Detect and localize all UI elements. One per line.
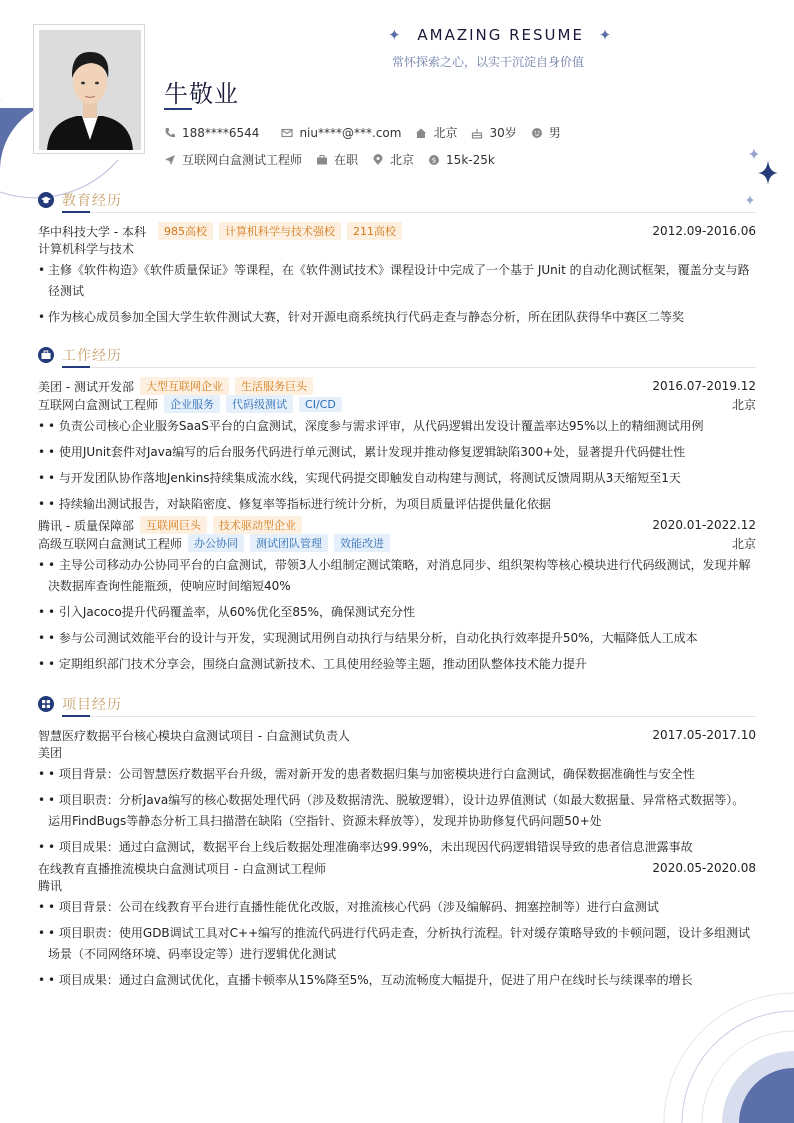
job-city: 北京	[731, 397, 756, 412]
target-city-item	[372, 151, 414, 168]
work-section	[38, 345, 756, 680]
list-item: • • 定期组织部门技术分享会，围绕白盒测试新技术、工具使用经验等主题，推动团队整体技术能力提升	[38, 654, 756, 675]
list-item: • • 项目背景：公司在线教育平台进行直播性能优化改版，对推流核心代码（涉及编解码、拥塞控制等）进行白盒测试	[38, 897, 756, 918]
position-name: 高级互联网白盒测试工程师	[38, 536, 183, 551]
resume-title	[388, 26, 613, 44]
list-item: • • 项目职责：分析Java编写的核心数据处理代码（涉及数据清洗、脱敏逻辑），设计边界值测试（如最大数据量、异常格式数据等）。运用FindBugs等静态分析工具扫描潜在缺陷（空指针、资源未释放等），发现并协助修复代码问题50+处	[38, 790, 756, 832]
list-item: • • 负责公司核心企业服务SaaS平台的白盒测试，深度参与需求评审，从代码逻辑出发设计覆盖率达95%以上的精细测试用例	[38, 416, 756, 437]
contact-row	[164, 124, 561, 141]
list-item: • 作为核心成员参加全国大学生软件测试大赛，针对开源电商系统执行代码走查与静态分析，所在团队获得华中赛区二等奖	[38, 307, 756, 328]
project-name: 在线教育直播推流模块白盒测试项目 - 白盒测试工程师	[38, 861, 326, 876]
candidate-name: 牛敬业	[164, 80, 239, 108]
age-item	[471, 124, 516, 141]
section-divider	[62, 212, 756, 213]
section-divider	[62, 716, 756, 717]
resume-slogan: 常怀探索之心，以实干沉淀自身价值	[392, 55, 585, 69]
gender-icon	[531, 127, 543, 139]
job-city: 北京	[731, 536, 756, 551]
projects-section	[38, 694, 756, 996]
phone-icon	[164, 127, 176, 139]
company-tag: 生活服务巨头	[235, 377, 313, 395]
list-item: • • 项目背景：公司智慧医疗数据平台升级，需对新开发的患者数据归集与加密模块进行白盒测试，确保数据准确性与安全性	[38, 764, 756, 785]
major: 计算机科学与技术	[38, 242, 135, 256]
education-date: 2012.09-2016.06	[652, 224, 756, 238]
section-divider-accent	[62, 366, 90, 368]
home-icon	[415, 127, 427, 139]
city-item	[415, 124, 457, 141]
project-date: 2017.05-2017.10	[652, 728, 756, 742]
resume-header	[0, 0, 794, 190]
section-header	[38, 345, 756, 371]
list-item: • • 持续输出测试报告，对缺陷密度、修复率等指标进行统计分析，为项目质量评估提供量化依据	[38, 494, 756, 515]
svg-text:$: $	[431, 156, 437, 165]
job-header-row	[38, 377, 756, 395]
project-company: 腾讯	[38, 879, 63, 893]
company-tag: 技术驱动型企业	[213, 516, 302, 534]
project-date: 2020.05-2020.08	[652, 861, 756, 875]
list-item: • • 引入Jacoco提升代码覆盖率，从60%优化至85%，确保测试充分性	[38, 602, 756, 623]
position-row	[38, 395, 756, 413]
section-title: 工作经历	[62, 348, 122, 364]
email-text: niu****@***.com	[299, 125, 402, 140]
job-entry	[38, 377, 756, 515]
school-tag: 211高校	[347, 222, 402, 240]
position-tag: 办公协同	[188, 534, 244, 552]
position-tag: 测试团队管理	[250, 534, 328, 552]
status-text: 在职	[334, 153, 359, 167]
company-tag: 大型互联网企业	[140, 377, 229, 395]
project-entry	[38, 726, 756, 858]
sparkle-icon: ✦	[598, 26, 614, 44]
position-tag: 效能改进	[334, 534, 390, 552]
section-title: 教育经历	[62, 193, 122, 209]
city-text: 北京	[433, 126, 458, 140]
email-item	[281, 126, 401, 140]
phone-item	[164, 126, 259, 140]
phone-text: 188****6544	[182, 125, 260, 140]
resume-title-text: AMAZING RESUME	[417, 26, 584, 44]
send-icon	[164, 154, 176, 166]
list-item: • • 与开发团队协作落地Jenkins持续集成流水线，实现代码提交即触发自动构建与测试，将测试反馈周期从3天缩短至1天	[38, 468, 756, 489]
section-divider	[62, 367, 756, 368]
project-header-row	[38, 859, 756, 877]
list-item: • • 项目成果：通过白盒测试，数据平台上线后数据处理准确率达99.99%，未出现因代码逻辑错误导致的患者信息泄露事故	[38, 837, 756, 858]
bottom-right-circles-decoration	[660, 990, 794, 1123]
grid-icon	[38, 696, 54, 712]
money-icon	[428, 154, 440, 166]
list-item: • • 项目职责：使用GDB调试工具对C++编写的推流代码进行代码走查，分析执行流程。针对缓存策略导致的卡顿问题，设计多组测试场景（不同网络环境、码率设定等）进行逻辑优化测试	[38, 923, 756, 965]
list-item: • 主修《软件构造》《软件质量保证》等课程，在《软件测试技术》课程设计中完成了一个基于 JUnit 的自动化测试框架，覆盖分支与路径测试	[38, 260, 756, 302]
briefcase-icon	[38, 347, 54, 363]
salary-text: 15k-25k	[446, 152, 495, 167]
education-section	[38, 190, 756, 333]
status-item	[316, 151, 358, 168]
project-company: 美团	[38, 746, 63, 760]
position-tag: 企业服务	[164, 395, 220, 413]
section-divider-accent	[62, 211, 90, 213]
section-header	[38, 694, 756, 720]
sparkle-icon: ✦	[388, 26, 403, 44]
briefcase-icon	[316, 154, 328, 166]
location-icon	[372, 154, 384, 166]
cake-icon	[471, 127, 483, 139]
position-name: 互联网白盒测试工程师	[38, 397, 159, 412]
target-job-text: 互联网白盒测试工程师	[182, 153, 303, 167]
list-item: • • 项目成果：通过白盒测试优化，直播卡顿率从15%降至5%，互动流畅度大幅提升，促进了用户在线时长与续课率的增长	[38, 970, 756, 991]
company-name: 美团 - 测试开发部	[38, 379, 134, 394]
gender-item	[531, 124, 561, 141]
list-item: • • 主导公司移动办公协同平台的白盒测试，带领3人小组制定测试策略，对消息同步、组织架构等核心模块进行代码级测试，发现并解决数据库查询性能瓶颈，使响应时间缩短40%	[38, 555, 756, 597]
target-job-item	[164, 151, 302, 168]
gender-text: 男	[548, 126, 561, 140]
job-header-row	[38, 516, 756, 534]
salary-item	[428, 153, 495, 167]
project-header-row	[38, 726, 756, 744]
school-tag: 计算机科学与技术强校	[219, 222, 341, 240]
job-entry	[38, 516, 756, 675]
section-divider-accent	[62, 715, 90, 717]
company-name: 腾讯 - 质量保障部	[38, 518, 134, 533]
position-tag: 代码级测试	[226, 395, 293, 413]
job-date: 2020.01-2022.12	[652, 518, 756, 532]
project-name: 智慧医疗数据平台核心模块白盒测试项目 - 白盒测试负责人	[38, 728, 350, 743]
avatar	[39, 30, 141, 150]
name-underline	[164, 108, 192, 110]
list-item: • • 使用JUnit套件对Java编写的后台服务代码进行单元测试，累计发现并推动修复逻辑缺陷300+处，显著提升代码健壮性	[38, 442, 756, 463]
email-icon	[281, 127, 293, 139]
section-title: 项目经历	[62, 697, 122, 713]
company-tag: 互联网巨头	[140, 516, 207, 534]
target-city-text: 北京	[390, 153, 415, 167]
profile-photo	[33, 24, 145, 154]
school-name: 华中科技大学 - 本科	[38, 224, 146, 239]
position-row	[38, 534, 756, 552]
school-tag: 985高校	[158, 222, 213, 240]
education-header-row	[38, 222, 756, 240]
section-header	[38, 190, 756, 216]
graduation-cap-icon	[38, 192, 54, 208]
age-text: 30岁	[489, 126, 517, 140]
position-tag: CI/CD	[299, 397, 342, 412]
project-entry	[38, 859, 756, 991]
intent-row	[164, 151, 495, 168]
list-item: • • 参与公司测试效能平台的设计与开发，实现测试用例自动执行与结果分析，自动化执行效率提升50%，大幅降低人工成本	[38, 628, 756, 649]
job-date: 2016.07-2019.12	[652, 379, 756, 393]
